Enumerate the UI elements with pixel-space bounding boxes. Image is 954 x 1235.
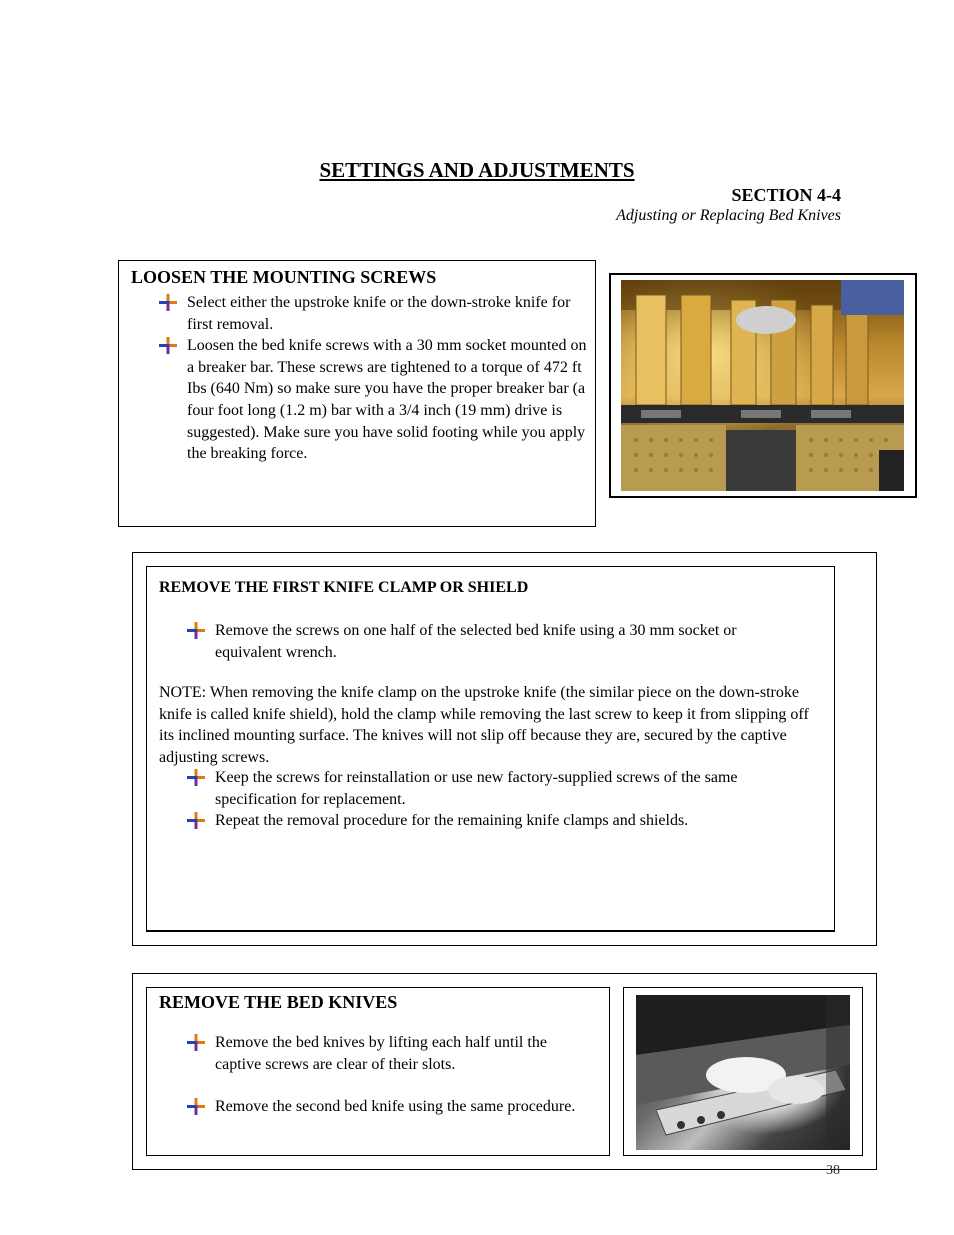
bed-knife-photo (636, 995, 850, 1150)
loosen-screws-heading: LOOSEN THE MOUNTING SCREWS (131, 267, 437, 287)
page-title: SETTINGS AND ADJUSTMENTS (319, 158, 635, 182)
bed-knives-box (146, 987, 610, 1156)
bullet-icon (187, 1034, 205, 1051)
bullet-icon (187, 769, 205, 786)
page-number: 38 (826, 1163, 840, 1178)
clamp-list-2 (187, 767, 797, 832)
bullet-icon (159, 294, 177, 311)
list-item: Remove the bed knives by lifting each half until the captive screws are clear of their slots. (187, 1032, 587, 1075)
section-subtitle: Adjusting or Replacing Bed Knives (616, 207, 841, 224)
bed-knives-heading: REMOVE THE BED KNIVES (159, 992, 398, 1012)
clamp-heading: REMOVE THE FIRST KNIFE CLAMP OR SHIELD (159, 579, 529, 596)
list-item: Loosen the bed knife screws with a 30 mm socket mounted on a breaker bar. These screws are tightened to a torque of 472 ft Ibs (640 Nm) so make sure you have the proper breaker bar (a four foot long (1.2 m) bar with a 3/4 inch (19 mm) drive is suggested). Make sure you have solid footing while you apply the breaking force. (159, 335, 587, 465)
clamp-box (146, 566, 835, 932)
bullet-icon (187, 622, 205, 639)
bullet-icon (159, 337, 177, 354)
clamp-note: NOTE: When removing the knife clamp on the upstroke knife (the similar piece on the down-stroke knife is called knife shield), hold the clamp while removing the last screw to keep it from slipping off its inclined mounting surface. The knives will not slip off because they are, secured by the captive adjusting screws. (159, 684, 809, 766)
bed-knives-list (187, 1032, 587, 1118)
clamp-list-1 (187, 620, 797, 663)
bullet-icon (187, 812, 205, 829)
list-item: Remove the second bed knife using the same procedure. (187, 1096, 587, 1118)
list-item: Keep the screws for reinstallation or use new factory-supplied screws of the same specification for replacement. (187, 767, 797, 810)
loosen-screws-box (118, 260, 596, 527)
loosen-screws-list (159, 292, 587, 465)
section-number: SECTION 4-4 (731, 185, 841, 205)
machine-photo (621, 280, 904, 491)
list-item: Remove the screws on one half of the selected bed knife using a 30 mm socket or equivalent wrench. (187, 620, 797, 663)
list-item: Repeat the removal procedure for the remaining knife clamps and shields. (187, 810, 797, 832)
bullet-icon (187, 1098, 205, 1115)
list-item: Select either the upstroke knife or the down-stroke knife for first removal. (159, 292, 587, 335)
